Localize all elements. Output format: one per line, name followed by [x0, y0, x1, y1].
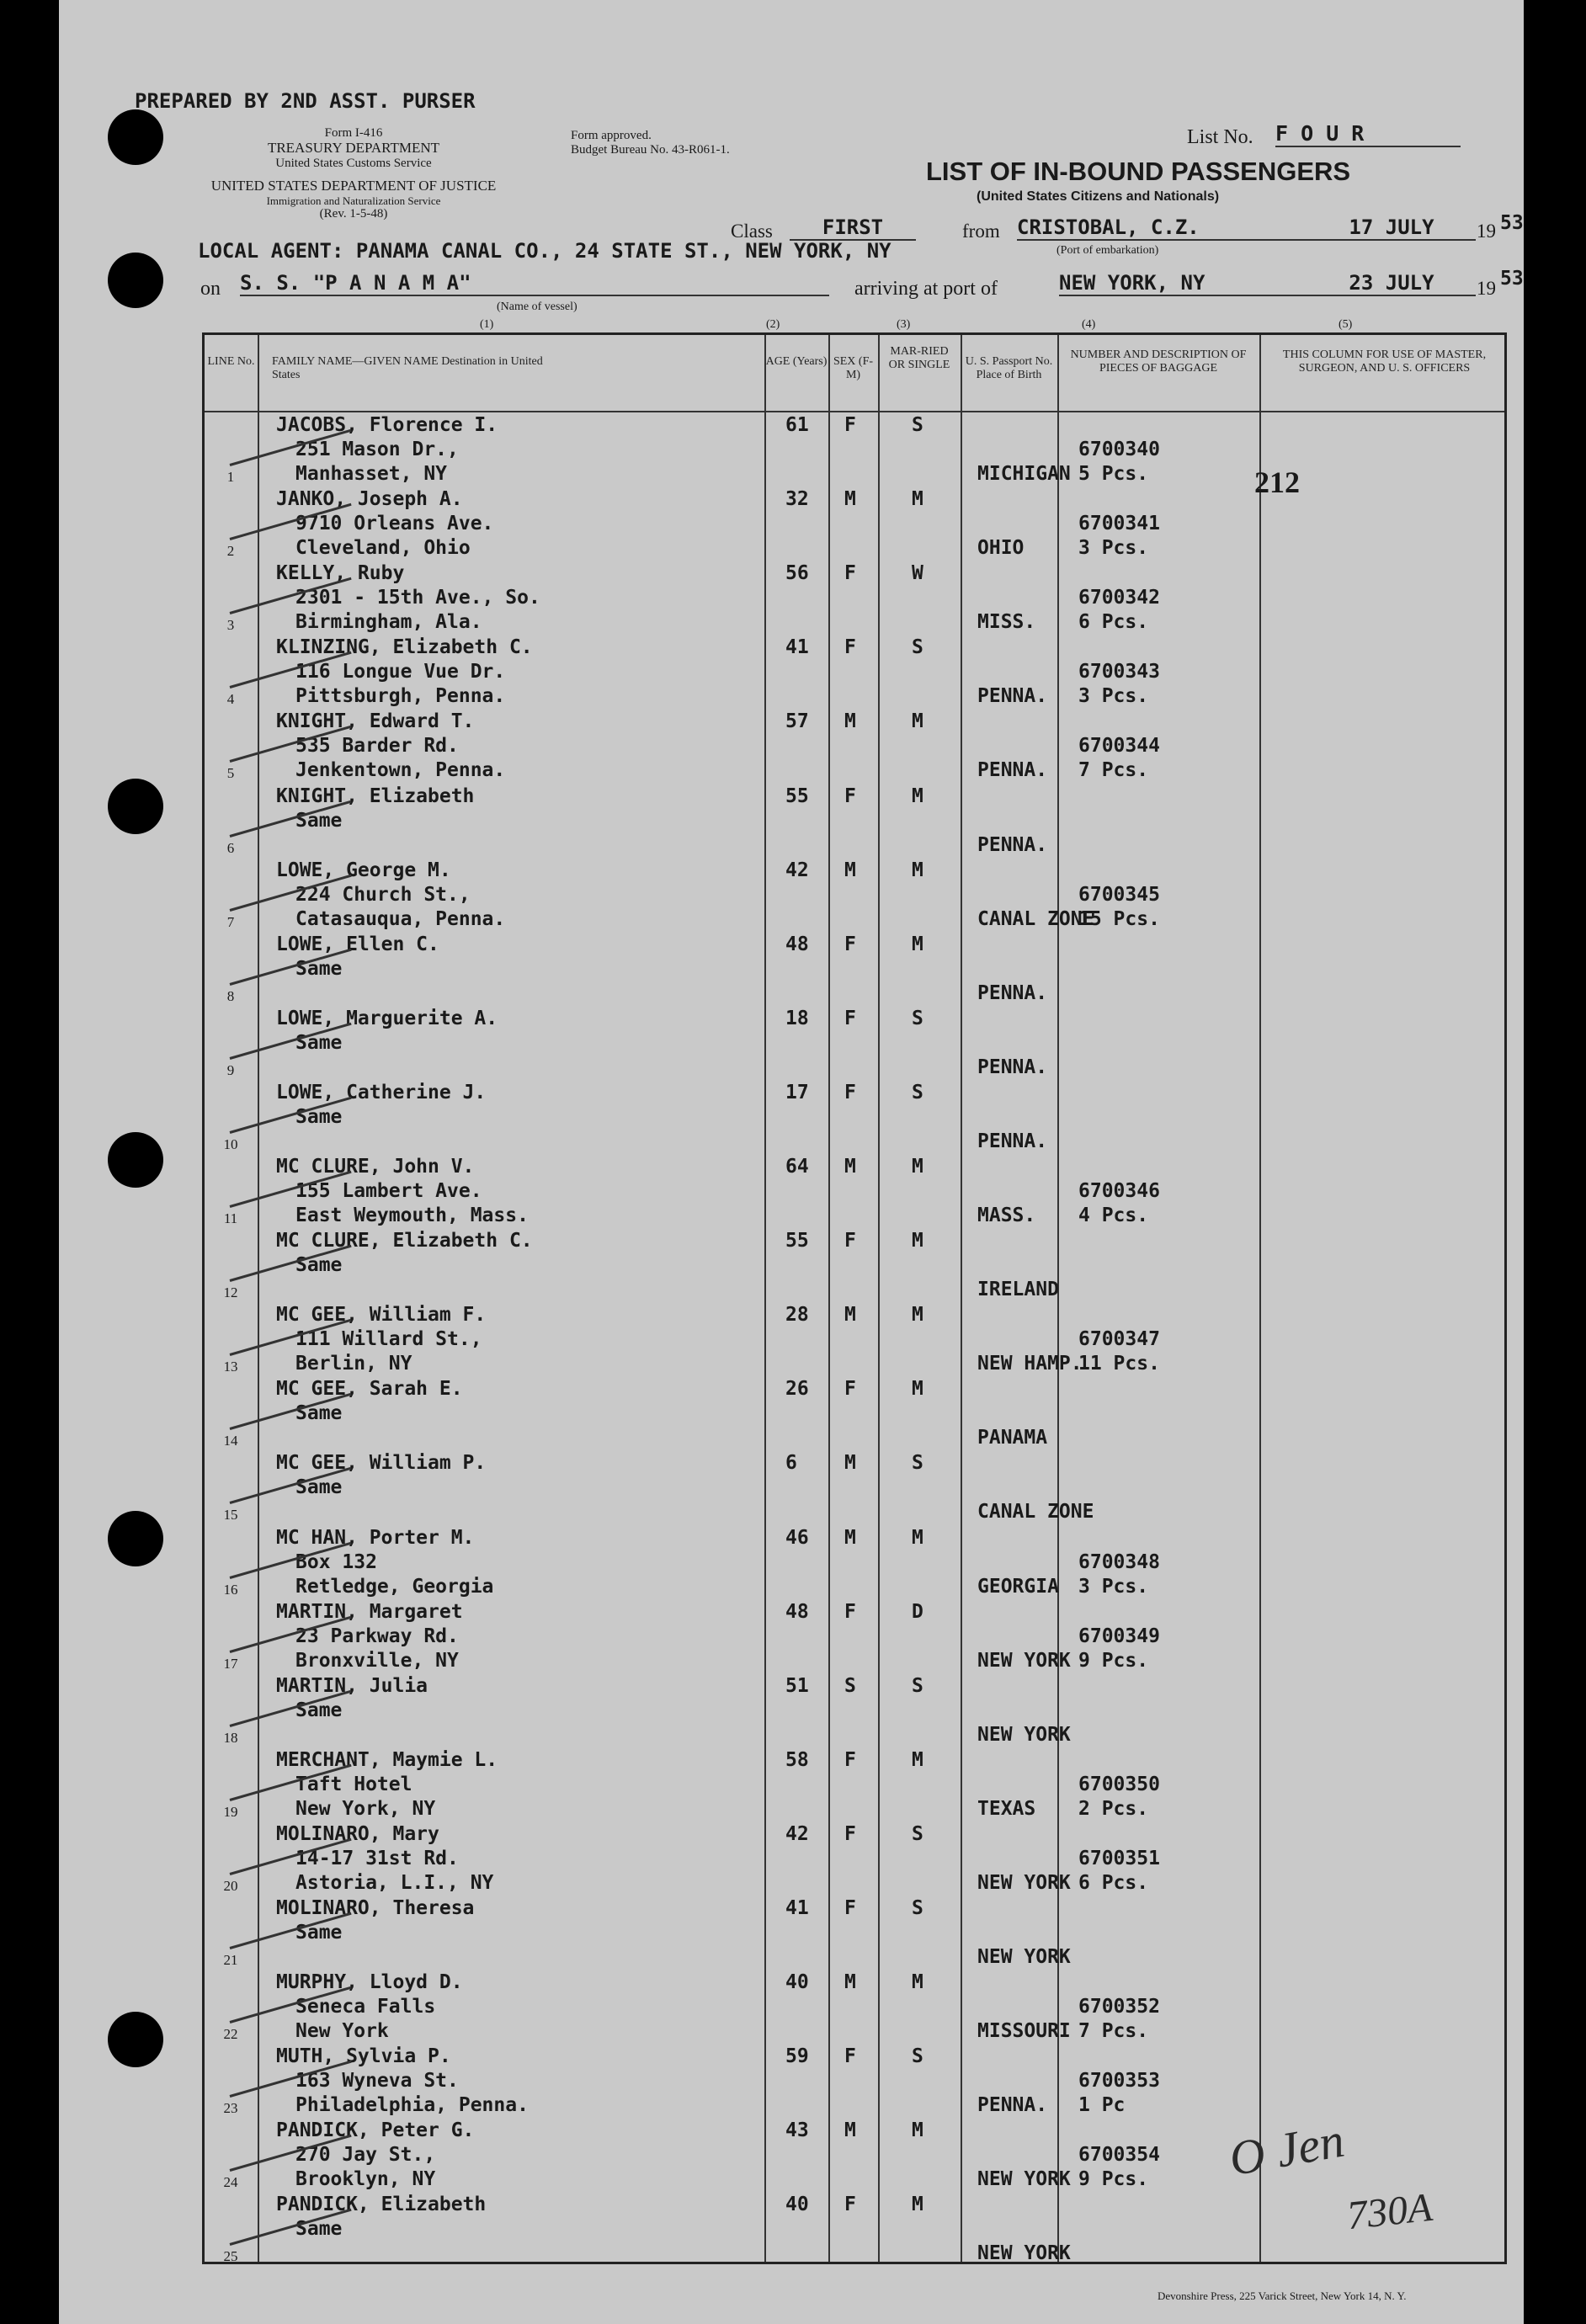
age: 40 [785, 1971, 809, 1994]
line-number: 17 [223, 1655, 238, 1672]
class-label: Class [731, 221, 773, 242]
table-row [205, 784, 1504, 859]
line-number: 24 [223, 2174, 238, 2191]
marital-status: S [912, 636, 923, 659]
line-number: 7 [226, 913, 235, 930]
city-line: Catasauqua, Penna. [295, 907, 506, 930]
column-number-1: (1) [480, 318, 494, 331]
baggage-pieces: 3 Pcs. [1078, 1575, 1149, 1598]
address-line: 9710 Orleans Ave. [295, 513, 494, 535]
age: 59 [785, 2045, 809, 2068]
table-row [205, 1155, 1504, 1229]
sex: F [844, 1897, 856, 1919]
marital-status: S [912, 1452, 923, 1475]
line-number: 1 [226, 469, 235, 485]
passenger-name: LOWE, Ellen C. [276, 933, 439, 955]
place-of-birth: TEXAS [977, 1797, 1036, 1820]
sex: S [844, 1674, 856, 1697]
baggage-number: 6700341 [1078, 513, 1160, 535]
baggage-number: 6700342 [1078, 587, 1160, 609]
age: 41 [785, 636, 809, 659]
embarkation-port: CRISTOBAL, C.Z. [1017, 215, 1307, 241]
passenger-name: MC CLURE, Elizabeth C. [276, 1230, 533, 1252]
table-row [205, 1377, 1504, 1451]
marital-status: M [912, 710, 923, 733]
address-line: Same [295, 1402, 343, 1425]
table-row [205, 413, 1504, 487]
age: 48 [785, 933, 809, 955]
arrival-port: NEW YORK, NY [1059, 271, 1307, 296]
place-of-birth: NEW HAMP. [977, 1353, 1083, 1375]
line-number: 4 [226, 691, 235, 708]
place-of-birth: PENNA. [977, 685, 1048, 708]
age: 32 [785, 488, 809, 511]
header-officers: THIS COLUMN FOR USE OF MASTER, SURGEON, AND U. S. OFFICERS [1282, 348, 1487, 375]
marital-status: S [912, 1674, 923, 1697]
sex: F [844, 1230, 856, 1252]
embarkation-date: 17 JULY [1307, 215, 1476, 241]
passenger-name: LOWE, Catherine J. [276, 1081, 487, 1104]
passenger-name: MC GEE, William F. [276, 1304, 487, 1327]
age: 18 [785, 1007, 809, 1029]
line-number: 6 [226, 839, 235, 856]
passenger-name: JANKO, Joseph A. [276, 488, 463, 511]
table-row [205, 1896, 1504, 1970]
sex: M [844, 1971, 856, 1994]
age: 26 [785, 1378, 809, 1401]
marital-status: M [912, 1156, 923, 1178]
place-of-birth: MICHIGAN [977, 463, 1071, 485]
city-line: Cleveland, Ohio [295, 537, 471, 560]
address-line: 270 Jay St., [295, 2144, 436, 2167]
arrival-year: 53 [1500, 268, 1524, 290]
handwritten-signature: O Jen [1225, 2112, 1349, 2187]
age: 48 [785, 1600, 809, 1623]
baggage-number: 6700353 [1078, 2070, 1160, 2093]
sex: F [844, 2194, 856, 2216]
header-sex: SEX (F-M) [833, 355, 874, 381]
line-number: 9 [226, 1061, 235, 1078]
sex: F [844, 933, 856, 955]
header-baggage: NUMBER AND DESCRIPTION OF PIECES OF BAGGAGE [1070, 348, 1247, 375]
line-number: 5 [226, 765, 235, 782]
baggage-number: 6700349 [1078, 1625, 1160, 1647]
line-number: 16 [223, 1581, 238, 1598]
punch-hole [108, 109, 163, 165]
passenger-manifest-page [59, 0, 1524, 2324]
place-of-birth: PENNA. [977, 1056, 1048, 1078]
passenger-name: MARTIN, Margaret [276, 1600, 463, 1623]
passenger-name: MC GEE, Sarah E. [276, 1378, 463, 1401]
age: 55 [785, 1230, 809, 1252]
place-of-birth: CANAL ZONE [977, 907, 1094, 930]
punch-hole [108, 253, 163, 308]
city-line: Jenkentown, Penna. [295, 759, 506, 782]
city-line: Astoria, L.I., NY [295, 1871, 494, 1894]
passenger-name: KNIGHT, Elizabeth [276, 784, 475, 807]
place-of-birth: MASS. [977, 1205, 1036, 1226]
baggage-number: 6700350 [1078, 1773, 1160, 1795]
marital-status: M [912, 2119, 923, 2142]
sex: M [844, 1304, 856, 1327]
address-line: 116 Longue Vue Dr. [295, 661, 506, 683]
table-row [205, 859, 1504, 933]
line-number: 25 [223, 2248, 238, 2265]
baggage-pieces: 7 Pcs. [1078, 2020, 1149, 2043]
table-row [205, 1526, 1504, 1600]
line-number: 3 [226, 617, 235, 634]
marital-status: M [912, 1230, 923, 1252]
line-number: 8 [226, 987, 235, 1004]
sex: M [844, 488, 856, 511]
passenger-name: MC GEE, William P. [276, 1452, 487, 1475]
customs-service: United States Customs Service [275, 157, 432, 170]
list-no-value: F O U R [1275, 121, 1461, 147]
place-of-birth: NEW YORK [977, 1871, 1071, 1894]
place-of-birth: MISSOURI [977, 2020, 1071, 2043]
marital-status: S [912, 1081, 923, 1104]
sex: F [844, 414, 856, 436]
address-line: 535 Barder Rd. [295, 735, 459, 758]
header-name: FAMILY NAME—GIVEN NAME Destination in United States [272, 355, 543, 381]
place-of-birth: PENNA. [977, 981, 1048, 1004]
address-line: 155 Lambert Ave. [295, 1180, 482, 1202]
sex: F [844, 1748, 856, 1771]
prepared-by-stamp: PREPARED BY 2ND ASST. PURSER [135, 89, 476, 113]
list-no-label: List No. [1187, 126, 1253, 148]
age: 51 [785, 1674, 809, 1697]
baggage-number: 6700351 [1078, 1847, 1160, 1869]
age: 56 [785, 562, 809, 585]
sex: F [844, 562, 856, 585]
column-number-3: (3) [897, 318, 911, 331]
on-label: on [200, 278, 221, 300]
baggage-pieces: 2 Pcs. [1078, 1797, 1149, 1820]
officer-note: 212 [1254, 465, 1300, 499]
baggage-number: 6700343 [1078, 661, 1160, 683]
passenger-name: KELLY, Ruby [276, 562, 405, 585]
place-of-birth: PENNA. [977, 1130, 1048, 1152]
marital-status: M [912, 2194, 923, 2216]
passenger-name: MURPHY, Lloyd D. [276, 1971, 463, 1994]
age: 42 [785, 859, 809, 881]
embarkation-year-prefix: 19 [1477, 221, 1496, 242]
passenger-name: KLINZING, Elizabeth C. [276, 636, 533, 659]
line-number: 11 [223, 1210, 238, 1226]
arriving-label: arriving at port of [854, 278, 998, 300]
city-line: Philadelphia, Penna. [295, 2094, 529, 2117]
age: 61 [785, 414, 809, 436]
baggage-number: 6700340 [1078, 439, 1160, 460]
marital-status: S [912, 2045, 923, 2068]
age: 57 [785, 710, 809, 733]
punch-hole [108, 779, 163, 834]
baggage-pieces: 6 Pcs. [1078, 1871, 1149, 1894]
place-of-birth: CANAL ZONE [977, 1501, 1094, 1524]
class-value: FIRST [790, 215, 916, 241]
city-line: New York, NY [295, 1797, 436, 1820]
passenger-name: KNIGHT, Edward T. [276, 710, 475, 733]
marital-status: M [912, 784, 923, 807]
marital-status: W [912, 562, 923, 585]
column-number-2: (2) [766, 318, 780, 331]
marital-status: S [912, 1897, 923, 1919]
sex: M [844, 1156, 856, 1178]
line-number: 12 [223, 1284, 238, 1301]
age: 6 [785, 1452, 797, 1475]
treasury-department: TREASURY DEPARTMENT [267, 140, 440, 156]
baggage-pieces: 15 Pcs. [1078, 907, 1160, 930]
city-line: Retledge, Georgia [295, 1575, 494, 1598]
age: 42 [785, 1822, 809, 1845]
table-row [205, 1970, 1504, 2045]
age: 64 [785, 1156, 809, 1178]
table-row [205, 487, 1504, 561]
marital-status: D [912, 1600, 923, 1623]
place-of-birth: OHIO [977, 537, 1025, 560]
place-of-birth: NEW YORK [977, 1649, 1071, 1672]
table-row [205, 1081, 1504, 1155]
baggage-number: 6700344 [1078, 735, 1160, 758]
header-passport: U. S. Passport No. Place of Birth [965, 355, 1053, 381]
sex: F [844, 1081, 856, 1104]
city-line: New York [295, 2020, 389, 2043]
justice-department: UNITED STATES DEPARTMENT OF JUSTICE [210, 178, 497, 194]
table-row [205, 1748, 1504, 1822]
budget-bureau: Budget Bureau No. 43-R061-1. [571, 143, 730, 157]
baggage-number: 6700352 [1078, 1996, 1160, 2018]
list-title: LIST OF IN-BOUND PASSENGERS [926, 157, 1351, 186]
age: 43 [785, 2119, 809, 2142]
address-line: Same [295, 1031, 343, 1054]
marital-status: M [912, 488, 923, 511]
line-number: 23 [223, 2100, 238, 2117]
baggage-number: 6700354 [1078, 2144, 1160, 2167]
city-line: Birmingham, Ala. [295, 611, 482, 634]
age: 58 [785, 1748, 809, 1771]
address-line: Same [295, 1105, 343, 1128]
line-number: 15 [223, 1507, 238, 1524]
line-number: 19 [223, 1803, 238, 1820]
vessel-name: S. S. "P A N A M A" [240, 271, 829, 296]
place-of-birth: PENNA. [977, 759, 1048, 782]
address-line: Same [295, 2218, 343, 2241]
place-of-birth: NEW YORK [977, 2242, 1071, 2265]
marital-status: S [912, 1822, 923, 1845]
passenger-name: MERCHANT, Maymie L. [276, 1748, 498, 1771]
place-of-birth: PENNA. [977, 833, 1048, 856]
baggage-pieces: 9 Pcs. [1078, 1649, 1149, 1672]
embarkation-caption: (Port of embarkation) [1056, 244, 1159, 257]
baggage-pieces: 5 Pcs. [1078, 463, 1149, 485]
city-line: Pittsburgh, Penna. [295, 685, 506, 708]
marital-status: S [912, 414, 923, 436]
age: 40 [785, 2194, 809, 2216]
sex: F [844, 2045, 856, 2068]
city-line: Brooklyn, NY [295, 2168, 436, 2191]
address-line: 14-17 31st Rd. [295, 1847, 459, 1869]
address-line: Taft Hotel [295, 1773, 412, 1795]
city-line: Manhasset, NY [295, 463, 448, 485]
arrival-date: 23 JULY [1307, 271, 1476, 296]
baggage-pieces: 11 Pcs. [1078, 1353, 1160, 1375]
marital-status: M [912, 933, 923, 955]
passenger-table [202, 332, 1507, 2264]
sex: M [844, 2119, 856, 2142]
place-of-birth: PENNA. [977, 2094, 1048, 2117]
line-number: 2 [226, 543, 235, 560]
baggage-pieces: 9 Pcs. [1078, 2168, 1149, 2191]
passenger-name: MOLINARO, Theresa [276, 1897, 475, 1919]
address-line: Same [295, 1476, 343, 1499]
sex: M [844, 710, 856, 733]
from-label: from [962, 221, 1000, 242]
sex: M [844, 1526, 856, 1549]
city-line: East Weymouth, Mass. [295, 1205, 529, 1226]
baggage-pieces: 1 Pc [1078, 2094, 1126, 2117]
sex: F [844, 1378, 856, 1401]
line-number: 10 [223, 1135, 238, 1152]
passenger-name: MOLINARO, Mary [276, 1822, 439, 1845]
table-row [205, 561, 1504, 636]
line-number: 13 [223, 1359, 238, 1375]
address-line: 251 Mason Dr., [295, 439, 459, 460]
printer-imprint: Devonshire Press, 225 Varick Street, New York 14, N. Y. [1158, 2289, 1407, 2302]
address-line: Box 132 [295, 1550, 377, 1573]
table-row [205, 1674, 1504, 1748]
form-approved: Form approved. [571, 129, 652, 142]
table-row [205, 1600, 1504, 1674]
marital-status: M [912, 1304, 923, 1327]
baggage-pieces: 3 Pcs. [1078, 537, 1149, 560]
table-row [205, 933, 1504, 1007]
sex: F [844, 636, 856, 659]
list-subtitle: (United States Citizens and Nationals) [977, 189, 1220, 204]
passenger-name: LOWE, George M. [276, 859, 451, 881]
passenger-name: PANDICK, Elizabeth [276, 2194, 487, 2216]
baggage-pieces: 7 Pcs. [1078, 759, 1149, 782]
vessel-caption: (Name of vessel) [497, 300, 577, 313]
column-number-4: (4) [1082, 318, 1096, 331]
passenger-name: MARTIN, Julia [276, 1674, 428, 1697]
baggage-number: 6700346 [1078, 1180, 1160, 1202]
header-age: AGE (Years) [765, 355, 828, 368]
city-line: Berlin, NY [295, 1353, 412, 1375]
table-row [205, 1822, 1504, 1896]
local-agent: LOCAL AGENT: PANAMA CANAL CO., 24 STATE ST., NEW YORK, NY [198, 239, 891, 263]
age: 17 [785, 1081, 809, 1104]
table-row [205, 1451, 1504, 1525]
header-line-no: LINE No. [207, 355, 255, 368]
marital-status: M [912, 1526, 923, 1549]
column-number-5: (5) [1339, 318, 1353, 331]
place-of-birth: GEORGIA [977, 1575, 1059, 1598]
sex: F [844, 784, 856, 807]
passenger-name: LOWE, Marguerite A. [276, 1007, 498, 1029]
table-row [205, 1007, 1504, 1081]
place-of-birth: NEW YORK [977, 2168, 1071, 2191]
line-number: 21 [223, 1952, 238, 1968]
address-line: 23 Parkway Rd. [295, 1625, 459, 1647]
form-number: Form I-416 [324, 126, 383, 140]
city-line: Bronxville, NY [295, 1649, 459, 1672]
table-row [205, 2045, 1504, 2119]
baggage-number: 6700347 [1078, 1328, 1160, 1351]
sex: F [844, 1822, 856, 1845]
table-row [205, 1303, 1504, 1377]
place-of-birth: IRELAND [977, 1279, 1059, 1301]
table-row [205, 1229, 1504, 1303]
place-of-birth: NEW YORK [977, 1946, 1071, 1968]
sex: M [844, 1452, 856, 1475]
address-line: Same [295, 1699, 343, 1721]
address-line: Same [295, 809, 343, 832]
address-line: Same [295, 957, 343, 980]
marital-status: M [912, 1378, 923, 1401]
marital-status: M [912, 1748, 923, 1771]
handwritten-code: 730A [1344, 2184, 1434, 2239]
address-line: Seneca Falls [295, 1996, 436, 2018]
marital-status: M [912, 859, 923, 881]
table-row [205, 710, 1504, 784]
age: 28 [785, 1304, 809, 1327]
marital-status: M [912, 1971, 923, 1994]
baggage-pieces: 3 Pcs. [1078, 685, 1149, 708]
embarkation-year: 53 [1500, 212, 1524, 234]
header-married: MAR-RIED OR SINGLE [888, 345, 950, 371]
age: 46 [785, 1526, 809, 1549]
table-row [205, 636, 1504, 710]
form-revision: (Rev. 1-5-48) [319, 207, 388, 221]
line-number: 22 [223, 2026, 238, 2043]
punch-hole [108, 2012, 163, 2067]
baggage-number: 6700348 [1078, 1550, 1160, 1573]
passenger-name: JACOBS, Florence I. [276, 414, 498, 436]
address-line: 163 Wyneva St. [295, 2070, 459, 2093]
address-line: 111 Willard St., [295, 1328, 482, 1351]
line-number: 14 [223, 1433, 238, 1449]
baggage-pieces: 4 Pcs. [1078, 1205, 1149, 1226]
passenger-name: MC HAN, Porter M. [276, 1526, 475, 1549]
address-line: 2301 - 15th Ave., So. [295, 587, 540, 609]
baggage-pieces: 6 Pcs. [1078, 611, 1149, 634]
age: 41 [785, 1897, 809, 1919]
sex: M [844, 859, 856, 881]
table-row [205, 2193, 1504, 2267]
address-line: 224 Church St., [295, 883, 471, 906]
arrival-year-prefix: 19 [1477, 278, 1496, 299]
marital-status: S [912, 1007, 923, 1029]
punch-hole [108, 1511, 163, 1566]
sex: F [844, 1007, 856, 1029]
line-number: 18 [223, 1729, 238, 1746]
address-line: Same [295, 1922, 343, 1944]
address-line: Same [295, 1254, 343, 1277]
punch-hole [108, 1132, 163, 1188]
place-of-birth: NEW YORK [977, 1723, 1071, 1746]
age: 55 [785, 784, 809, 807]
ins-service: Immigration and Naturalization Service [266, 194, 441, 207]
sex: F [844, 1600, 856, 1623]
place-of-birth: MISS. [977, 611, 1036, 634]
line-number: 20 [223, 1877, 238, 1894]
passenger-name: MC CLURE, John V. [276, 1156, 475, 1178]
place-of-birth: PANAMA [977, 1427, 1048, 1449]
passenger-name: MUTH, Sylvia P. [276, 2045, 451, 2068]
passenger-name: PANDICK, Peter G. [276, 2119, 475, 2142]
baggage-number: 6700345 [1078, 883, 1160, 906]
